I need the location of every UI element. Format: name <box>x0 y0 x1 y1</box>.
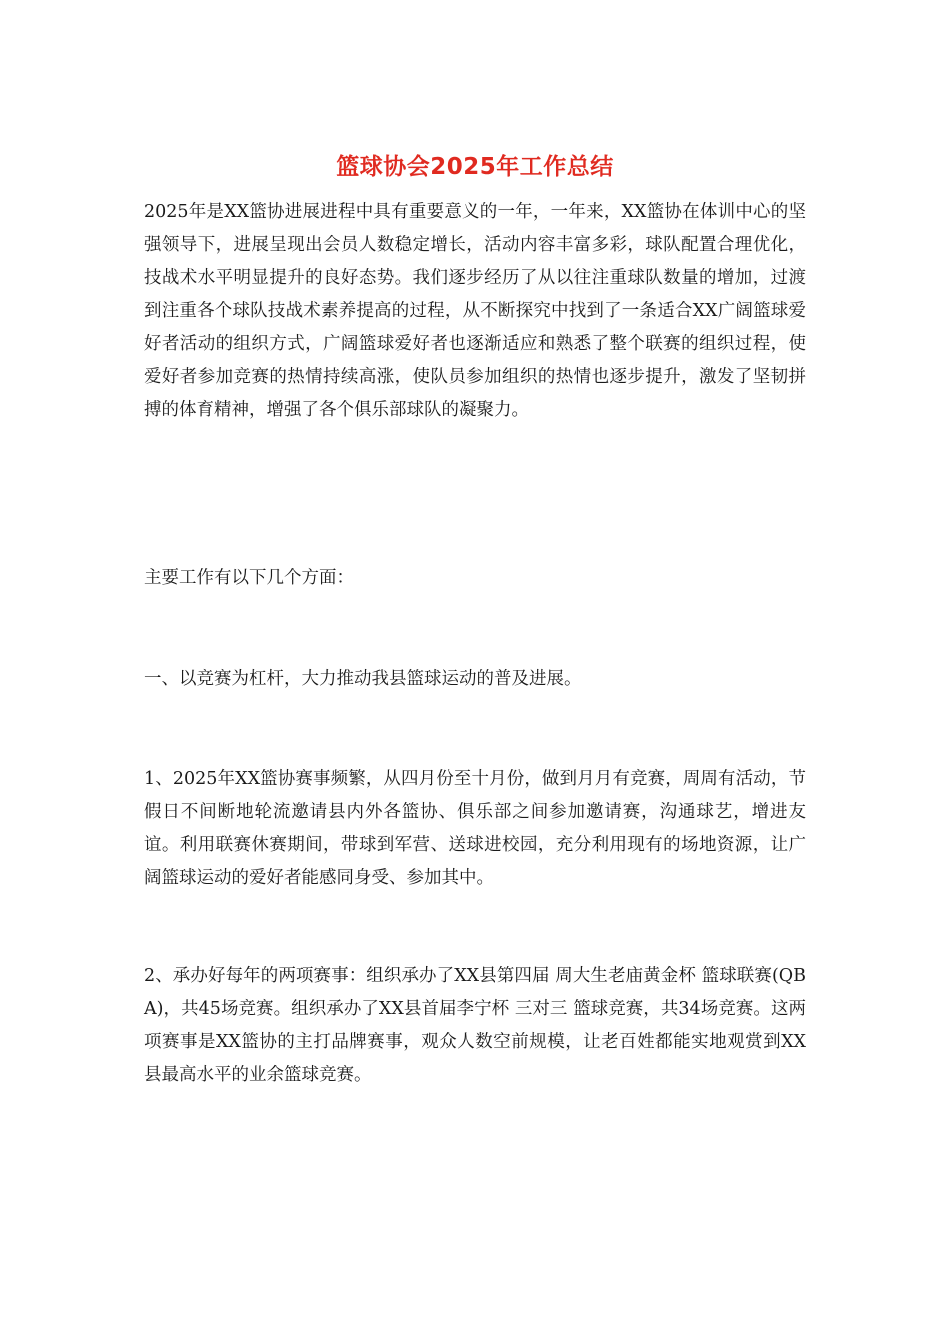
document-title: 篮球协会2025年工作总结 <box>336 154 614 180</box>
intro-paragraph: 2025年是XX篮协进展进程中具有重要意义的一年，一年来，XX篮协在体训中心的坚强领导下，进展呈现出会员人数稳定增长，活动内容丰富多彩，球队配置合理优化，技战术水平明显提升的良好态势。我们逐步经历了从以往注重球队数量的增加，过渡到注重各个球队技战术素养提高的过程，从不断探究中找到了一条适合XX广阔篮球爱好者活动的组织方式，广阔篮球爱好者也逐渐适应和熟悉了整个联赛的组织过程，使爱好者参加竞赛的热情持续高涨，使队员参加组织的热情也逐步提升，激发了坚韧拼搏的体育精神，增强了各个俱乐部球队的凝聚力。 <box>144 202 806 420</box>
item-two-paragraph: 2、承办好每年的两项赛事：组织承办了XX县第四届 周大生老庙黄金杯 篮球联赛(QBA)，共45场竞赛。组织承办了XX县首届李宁杯 三对三 篮球竞赛，共34场竞赛。这两项赛事是XX篮协的主打品牌赛事，观众人数空前规模，让老百姓都能实地观赏到XX县最高水平的业余篮球竞赛。 <box>144 966 806 1085</box>
main-work-heading: 主要工作有以下几个方面： <box>144 568 354 588</box>
section-one-heading: 一、以竞赛为杠杆，大力推动我县篮球运动的普及进展。 <box>144 669 582 689</box>
item-one-paragraph: 1、2025年XX篮协赛事频繁，从四月份至十月份，做到月月有竞赛，周周有活动，节假日不间断地轮流邀请县内外各篮协、俱乐部之间参加邀请赛，沟通球艺，增进友谊。利用联赛休赛期间，带球到军营、送球进校园，充分利用现有的场地资源，让广阔篮球运动的爱好者能感同身受、参加其中。 <box>144 769 806 888</box>
